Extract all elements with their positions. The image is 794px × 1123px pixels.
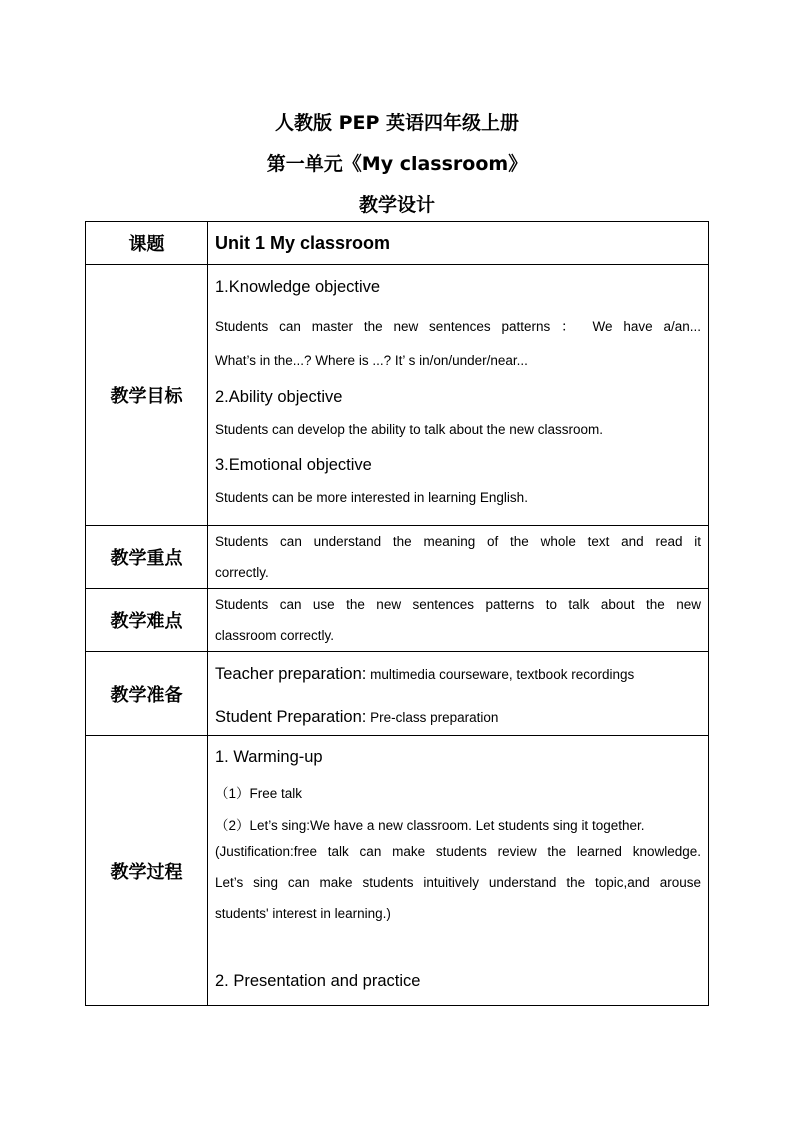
document-title: 人教版 PEP 英语四年级上册 <box>274 112 520 134</box>
presentation-practice-heading: 2. Presentation and practice <box>215 972 421 990</box>
lesson-plan-table <box>85 221 709 1006</box>
process-cell <box>208 736 709 1006</box>
student-preparation-value: Pre-class preparation <box>366 710 499 725</box>
justification-text-1: (Justification:free talk can make students review the learned knowledge. <box>215 844 701 859</box>
lets-sing-item: （2）Let’s sing:We have a new classroom. Let students sing it together. <box>215 818 645 833</box>
preparation-cell <box>208 652 709 736</box>
table-row-preparation <box>86 652 709 736</box>
table-row-key-points <box>86 526 709 589</box>
ability-objective-text: Students can develop the ability to talk about the new classroom. <box>215 422 603 437</box>
teacher-preparation-label: Teacher preparation: <box>215 665 367 683</box>
knowledge-objective-text-2: What’s in the...? Where is ...? It’ s in/on/under/near... <box>215 353 528 368</box>
objectives-label: 教学目标 <box>86 265 208 526</box>
student-preparation-line <box>215 706 701 729</box>
document-subtitle: 教学设计 <box>358 194 435 216</box>
objectives-cell <box>208 265 709 526</box>
unit-title: 第一单元《My classroom》 <box>266 153 528 175</box>
preparation-label: 教学准备 <box>86 652 208 736</box>
table-row-objectives <box>86 265 709 526</box>
emotional-objective-text: Students can be more interested in learning English. <box>215 490 528 505</box>
table-row-difficulties <box>86 589 709 652</box>
difficulties-text-1: Students can use the new sentences patterns to talk about the new <box>215 597 701 612</box>
knowledge-objective-text-1: Students can master the new sentences patterns ： We have a/an... <box>215 319 701 334</box>
difficulties-text-2: classroom correctly. <box>215 628 335 643</box>
teacher-preparation-value: multimedia courseware, textbook recordings <box>366 667 635 682</box>
topic-cell <box>208 222 709 265</box>
free-talk-item: （1）Free talk <box>215 786 303 801</box>
key-points-label: 教学重点 <box>86 526 208 589</box>
key-points-cell <box>208 526 709 589</box>
topic-label: 课题 <box>86 222 208 265</box>
key-points-text-2: correctly. <box>215 565 269 580</box>
ability-objective-heading: 2.Ability objective <box>215 388 343 406</box>
table-row-process <box>86 736 709 1006</box>
table-row-topic <box>86 222 709 265</box>
topic-value: Unit 1 My classroom <box>215 232 391 253</box>
key-points-text-1: Students can understand the meaning of the whole text and read it <box>215 534 701 549</box>
process-label: 教学过程 <box>86 736 208 1006</box>
justification-text-2: Let’s sing can make students intuitively understand the topic,and arouse <box>215 875 701 890</box>
emotional-objective-heading: 3.Emotional objective <box>215 456 372 474</box>
justification-text-3: students' interest in learning.) <box>215 906 391 921</box>
difficulties-label: 教学难点 <box>86 589 208 652</box>
knowledge-objective-heading: 1.Knowledge objective <box>215 278 381 296</box>
teacher-preparation-line <box>215 663 701 686</box>
student-preparation-label: Student Preparation: <box>215 708 367 726</box>
difficulties-cell <box>208 589 709 652</box>
warming-up-heading: 1. Warming-up <box>215 748 323 766</box>
